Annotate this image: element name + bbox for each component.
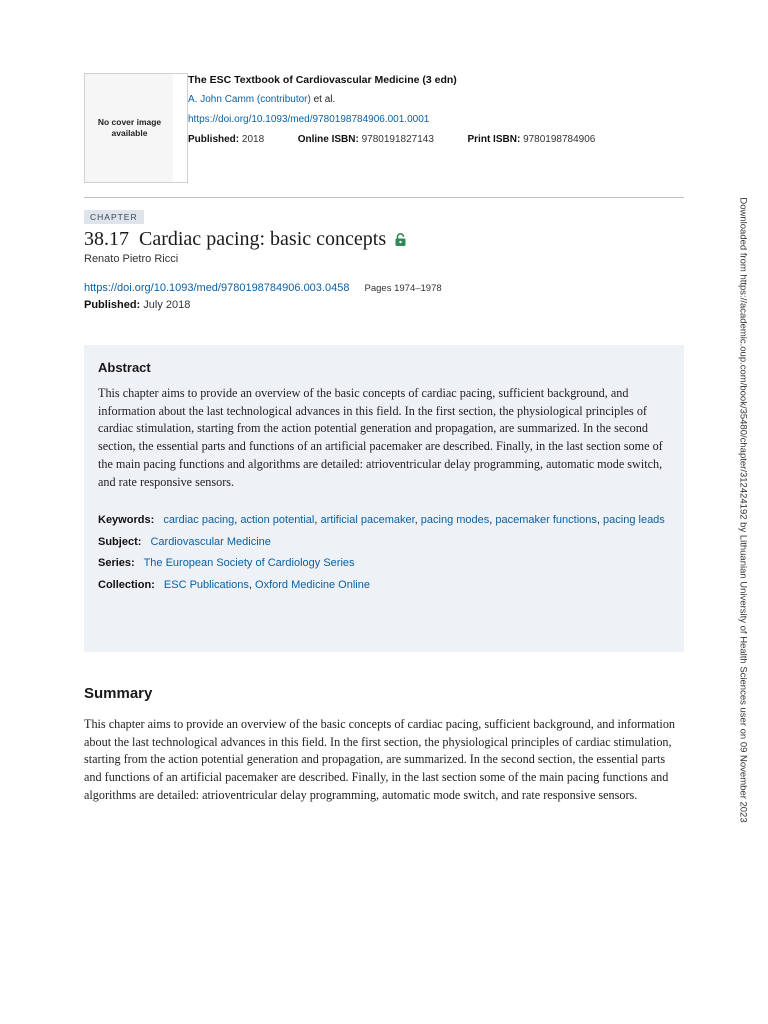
collection-label: Collection: xyxy=(98,578,155,591)
subject-row xyxy=(98,534,670,552)
book-meta xyxy=(188,73,688,147)
online-isbn-label: Online ISBN: xyxy=(297,134,359,145)
collection-link[interactable]: ESC Publications xyxy=(163,578,249,591)
book-cover-placeholder xyxy=(84,73,188,183)
book-publication-info xyxy=(188,133,688,147)
subject-label: Subject: xyxy=(98,535,142,548)
header-divider xyxy=(84,197,684,198)
cover-placeholder-text: No cover image available xyxy=(85,74,175,182)
abstract-text: This chapter aims to provide an overview of the basic concepts of cardiac pacing, sufficient background, and information about the last technological advances in this field. In the first section, the physiological principles of cardiac stimulation, starting from the action potential generation and propagation, are summarized. In the second section, the essential parts and functions of an artificial pacemaker are described. Finally, in the last section some of the main pacing functions and algorithms are detailed: atrioventricular delay programming, automatic mode switch, and rate responsive sensors. xyxy=(98,386,663,489)
published-value: 2018 xyxy=(241,134,265,145)
chapter-published xyxy=(84,299,190,311)
chapter-title xyxy=(84,227,406,251)
print-isbn-label: Print ISBN: xyxy=(467,134,521,145)
keyword-link[interactable]: pacing leads xyxy=(603,514,665,527)
chapter-title-text: Cardiac pacing: basic concepts xyxy=(139,228,387,250)
keyword-link[interactable]: artificial pacemaker xyxy=(320,514,415,527)
online-isbn-value: 9780191827143 xyxy=(361,134,434,145)
chapter-badge: CHAPTER xyxy=(84,210,144,224)
abstract-panel xyxy=(84,345,684,652)
collection-link[interactable]: Oxford Medicine Online xyxy=(255,578,370,591)
chapter-doi-link[interactable]: https://doi.org/10.1093/med/9780198784906.003.0458 xyxy=(84,282,350,294)
series-row xyxy=(98,555,670,573)
book-header xyxy=(84,73,684,183)
chapter-number: 38.17 xyxy=(84,228,129,250)
book-title: The ESC Textbook of Cardiovascular Medicine (3 edn) xyxy=(188,74,457,86)
keywords-label: Keywords: xyxy=(98,514,155,527)
summary-heading: Summary xyxy=(84,685,153,702)
book-contributors xyxy=(188,93,688,107)
series-label: Series: xyxy=(98,557,135,570)
published-label: Published: xyxy=(188,134,240,145)
book-doi-link[interactable]: https://doi.org/10.1093/med/9780198784906.001.0001 xyxy=(188,114,430,125)
download-watermark: Downloaded from https://academic.oup.com/book/35480/chapter/312424192 by Lithuanian University of Health Sciences user on 09 November 2023 xyxy=(737,197,749,823)
abstract-metadata xyxy=(98,512,670,594)
keyword-link[interactable]: action potential xyxy=(240,514,315,527)
series-link[interactable]: The European Society of Cardiology Series xyxy=(143,557,355,570)
subject-link[interactable]: Cardiovascular Medicine xyxy=(150,535,271,548)
chapter-published-label: Published: xyxy=(84,299,141,311)
chapter-author: Renato Pietro Ricci xyxy=(84,253,179,265)
chapter-pages: Pages 1974–1978 xyxy=(364,283,442,294)
chapter-published-value: July 2018 xyxy=(143,299,191,311)
print-isbn-value: 9780198784906 xyxy=(523,134,596,145)
contributor-link[interactable]: A. John Camm (contributor) xyxy=(188,94,311,105)
keyword-link[interactable]: pacemaker functions xyxy=(495,514,597,527)
keyword-link[interactable]: cardiac pacing xyxy=(163,514,235,527)
collection-row: Collection: ESC Publications, Oxford Medicine Online xyxy=(98,578,370,591)
keywords-row: Keywords: cardiac pacing, action potential, artificial pacemaker, pacing modes, pacemaker functions, pacing leads xyxy=(98,514,665,527)
keyword-link[interactable]: pacing modes xyxy=(420,514,490,527)
open-lock-icon xyxy=(395,233,406,246)
abstract-heading: Abstract xyxy=(98,360,151,375)
summary-text: This chapter aims to provide an overview of the basic concepts of cardiac pacing, sufficient background, and information about the last technological advances in this field. In the first section, the physiological principles of cardiac stimulation, starting from the action potential generation and propagation, are summarized. In the second section, the essential parts and functions of an artificial pacemaker are described. Finally, in the last section some of the main pacing functions and algorithms are detailed: atrioventricular delay programming, automatic mode switch, and rate responsive sensors. xyxy=(84,717,676,802)
contributor-suffix: et al. xyxy=(310,94,336,105)
